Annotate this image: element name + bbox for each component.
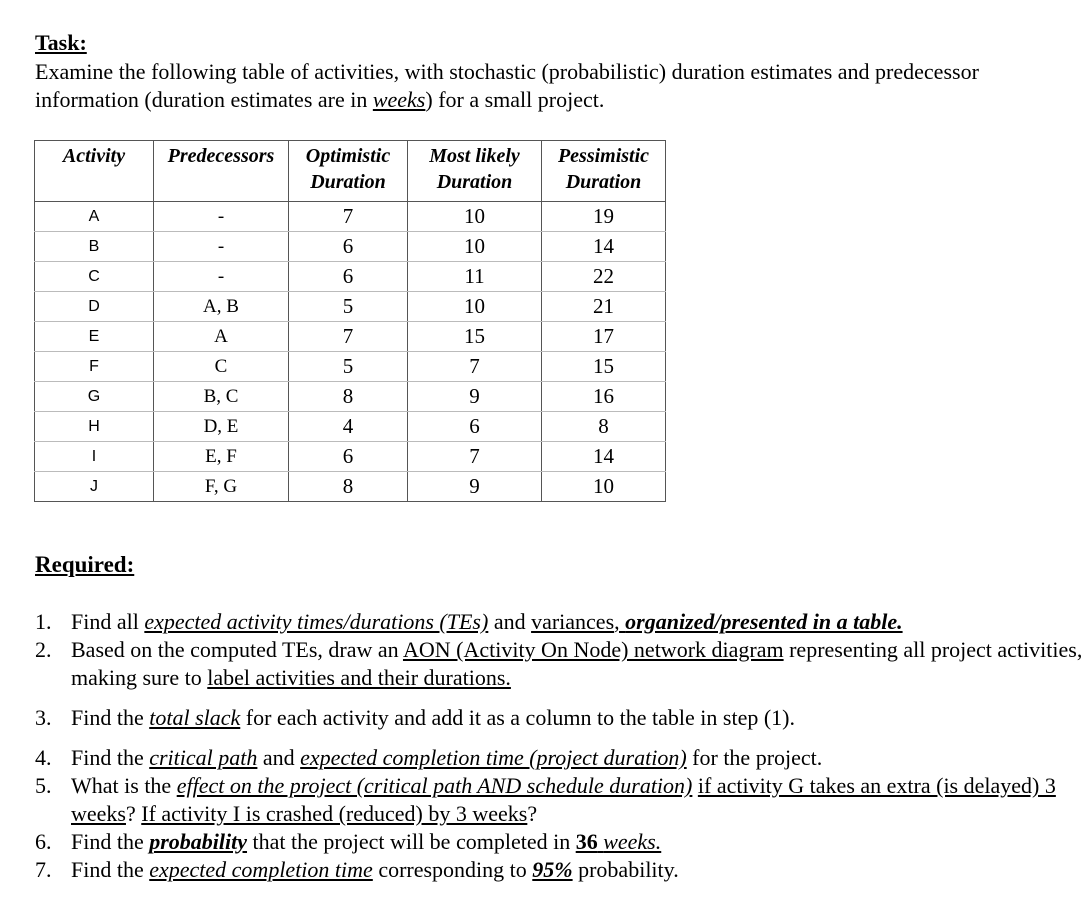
item-number: 4. [35,745,52,770]
cell-predecessors: C [154,352,289,382]
cell-activity: I [35,442,154,472]
cell-optimistic: 7 [289,202,408,232]
cell-predecessors: - [154,232,289,262]
item-emphasis: 95% [532,857,573,882]
list-item-3 [35,704,1085,732]
cell-predecessors: E, F [154,442,289,472]
cell-most-likely: 10 [408,292,542,322]
cell-pessimistic: 14 [542,232,666,262]
cell-optimistic: 6 [289,442,408,472]
header-predecessors: Predecessors [154,141,289,202]
cell-most-likely: 10 [408,232,542,262]
cell-most-likely: 15 [408,322,542,352]
cell-activity: H [35,412,154,442]
cell-activity: A [35,202,154,232]
header-most-likely: Most likely Duration [408,141,542,202]
item-emphasis: expected completion time [149,857,373,882]
cell-predecessors: D, E [154,412,289,442]
cell-predecessors: A [154,322,289,352]
item-text: Find all [71,609,145,634]
item-number: 3. [35,705,52,730]
item-text: and [488,609,532,634]
cell-optimistic: 5 [289,352,408,382]
item-emphasis: variances [531,609,615,634]
cell-optimistic: 8 [289,472,408,502]
cell-optimistic: 8 [289,382,408,412]
table-row [35,352,666,382]
cell-pessimistic: 8 [542,412,666,442]
cell-most-likely: 11 [408,262,542,292]
cell-optimistic: 6 [289,262,408,292]
list-item-4 [35,744,1085,772]
item-emphasis: probability [149,829,248,854]
table-row [35,322,666,352]
item-text: Find the [71,745,150,770]
table-header-row [35,141,666,202]
item-number: 6. [35,829,52,854]
intro-paragraph [35,58,1035,114]
item-text: for each activity and add it as a column to the table in step (1). [240,705,795,730]
item-emphasis: if activity G takes an extra (is delayed) 3 weeks [71,773,1056,826]
item-emphasis: expected completion time (project duration) [300,745,687,770]
item-text: and [257,745,301,770]
cell-predecessors: F, G [154,472,289,502]
item-emphasis: organized/presented in a table. [625,609,903,634]
item-text: corresponding to [372,857,533,882]
intro-text-1: Examine the following table of activities, with stochastic (probabilistic) duration estimates and predecessor information (duration estimates are in [35,59,979,112]
header-pessimistic: Pessimistic Duration [542,141,666,202]
table-row [35,412,666,442]
header-optimistic: Optimistic Duration [289,141,408,202]
cell-optimistic: 4 [289,412,408,442]
item-text: ? [125,801,142,826]
cell-activity: C [35,262,154,292]
list-item-5 [35,772,1085,828]
table-row [35,202,666,232]
item-text: representing all project activities, making sure to [71,637,1083,690]
cell-most-likely: 9 [408,472,542,502]
cell-optimistic: 5 [289,292,408,322]
cell-predecessors: A, B [154,292,289,322]
cell-predecessors: - [154,262,289,292]
cell-activity: D [35,292,154,322]
cell-activity: B [35,232,154,262]
required-heading: Required: [35,552,135,577]
cell-pessimistic: 14 [542,442,666,472]
item-emphasis: label activities and their durations. [207,665,511,690]
item-number: 5. [35,773,52,798]
cell-predecessors: B, C [154,382,289,412]
item-text: What is the [71,773,177,798]
cell-pessimistic: 19 [542,202,666,232]
item-text: , [614,609,626,634]
item-number: 1. [35,609,52,634]
cell-optimistic: 7 [289,322,408,352]
cell-most-likely: 6 [408,412,542,442]
item-number: 2. [35,637,52,662]
table-row [35,472,666,502]
cell-most-likely: 10 [408,202,542,232]
table-row [35,232,666,262]
item-emphasis: critical path [149,745,258,770]
required-list [35,608,1085,884]
cell-activity: J [35,472,154,502]
item-text: Find the [71,705,150,730]
item-emphasis: 36 [575,829,598,854]
cell-optimistic: 6 [289,232,408,262]
cell-most-likely: 7 [408,442,542,472]
table-row [35,442,666,472]
cell-activity: G [35,382,154,412]
cell-pessimistic: 22 [542,262,666,292]
item-emphasis: total slack [149,705,241,730]
item-emphasis: weeks. [603,829,662,854]
cell-pessimistic: 21 [542,292,666,322]
cell-most-likely: 9 [408,382,542,412]
item-text: Find the [71,857,150,882]
table-row [35,262,666,292]
list-item-7 [35,856,1085,884]
cell-pessimistic: 16 [542,382,666,412]
task-heading: Task: [35,30,87,55]
item-text: probability. [572,857,679,882]
cell-activity: E [35,322,154,352]
cell-pessimistic: 15 [542,352,666,382]
item-text: ? [527,801,538,826]
cell-pessimistic: 17 [542,322,666,352]
cell-activity: F [35,352,154,382]
item-text: Based on the computed TEs, draw an [71,637,403,662]
item-text: Find the [71,829,150,854]
item-text: for the project. [686,745,823,770]
item-emphasis: effect on the project (critical path AND schedule duration) [176,773,693,798]
item-text: that the project will be completed in [247,829,576,854]
header-activity: Activity [35,141,154,202]
table-row [35,292,666,322]
list-item-1 [35,608,1085,636]
list-item-2 [35,636,1085,692]
intro-weeks: weeks [372,87,426,112]
intro-text-3: ) for a small project. [425,87,605,112]
item-number: 7. [35,857,52,882]
item-emphasis: If activity I is crashed (reduced) by 3 weeks [141,801,528,826]
item-emphasis: AON (Activity On Node) network diagram [402,637,784,662]
cell-most-likely: 7 [408,352,542,382]
cell-predecessors: - [154,202,289,232]
table-row [35,382,666,412]
list-item-6 [35,828,1085,856]
activity-table [34,140,666,502]
item-emphasis: expected activity times/durations (TEs) [144,609,489,634]
cell-pessimistic: 10 [542,472,666,502]
